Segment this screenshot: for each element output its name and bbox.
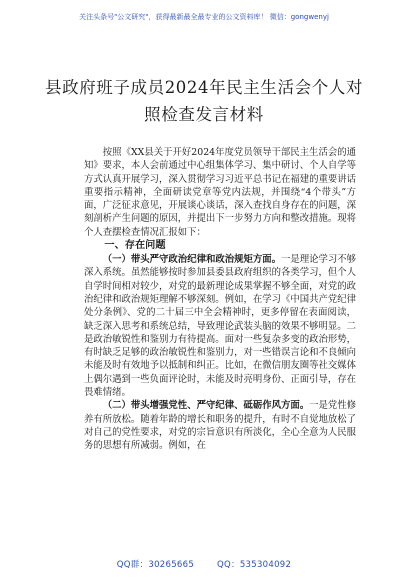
item-lead-1: （一）带头严守政治纪律和政治规矩方面。 <box>102 254 281 266</box>
document-title <box>30 74 378 128</box>
document-body <box>84 146 356 453</box>
title-line-1: 县政府班子成员2024年民主生活会个人对 <box>45 78 363 97</box>
section-heading: 一、存在问题 <box>104 240 166 252</box>
title-line-2: 照检查发言材料 <box>144 105 264 124</box>
intro-paragraph: 按照《XX县关于开好2024年度党员领导干部民主生活会的通知》要求，本人会前通过中心组集体学习、集中研讨、个人自学等方式认真开展学习，深入贯彻学习习近平总书记在福建的重要讲话重要指示精神，全面研读党章等党内法规，并围绕“4个带头”方面，广泛征求意见，开展谈心谈话，深入查找自身存在的问题，深刻剖析产生问题的原因，并提出下一步努力方向和整改措施。现将个人查摆检查情况汇报如下： <box>84 147 356 238</box>
item-text-1: 一是理论学习不够深入系统。虽然能够按时参加县委县政府组织的各类学习，但个人自学时间相对较少，对党的最新理论成果掌握不够全面，对党的政治纪律和政治规矩理解不够深刻。例如，在学习《中国共产党纪律处分条例》、党的二十届三中全会精神时，更多停留在表面阅读，缺乏深入思考和系统总结，导致理论武装头脑的效果不够明显。二是政治敏锐性和鉴别力有待提高。面对一些复杂多变的政治形势，有时缺乏足够的政治敏锐性和鉴别力，对一些错误言论和不良倾向未能及时有效地予以抵制和纠正。比如，在微信朋友圈等社交媒体上偶尔遇到一些负面评论时，未能及时亮明身份、正面引导，存在畏难情绪。 <box>84 254 356 399</box>
item-lead-2: （二）带头增强党性、严守纪律、砥砺作风方面。 <box>102 400 310 412</box>
footer-qq: QQ：535304092 <box>217 560 292 570</box>
item-paragraph-2 <box>84 399 356 452</box>
item-text-2: 一是党性修养有所放松。随着年龄的增长和职务的提升，有时不自觉地放松了对自己的党性要求，对党的宗旨意识有所淡化，全心全意为人民服务的思想有所减弱。例如，在 <box>84 400 356 452</box>
item-paragraph-1 <box>84 253 356 399</box>
header-banner[interactable]: 关注头条号"公文研究"，获得最新最全最专业的公文资料库！ 微信：gongwenyj <box>79 13 329 21</box>
footer-contacts <box>0 558 408 570</box>
footer-qq-group: QQ群：30265665 <box>116 560 195 570</box>
